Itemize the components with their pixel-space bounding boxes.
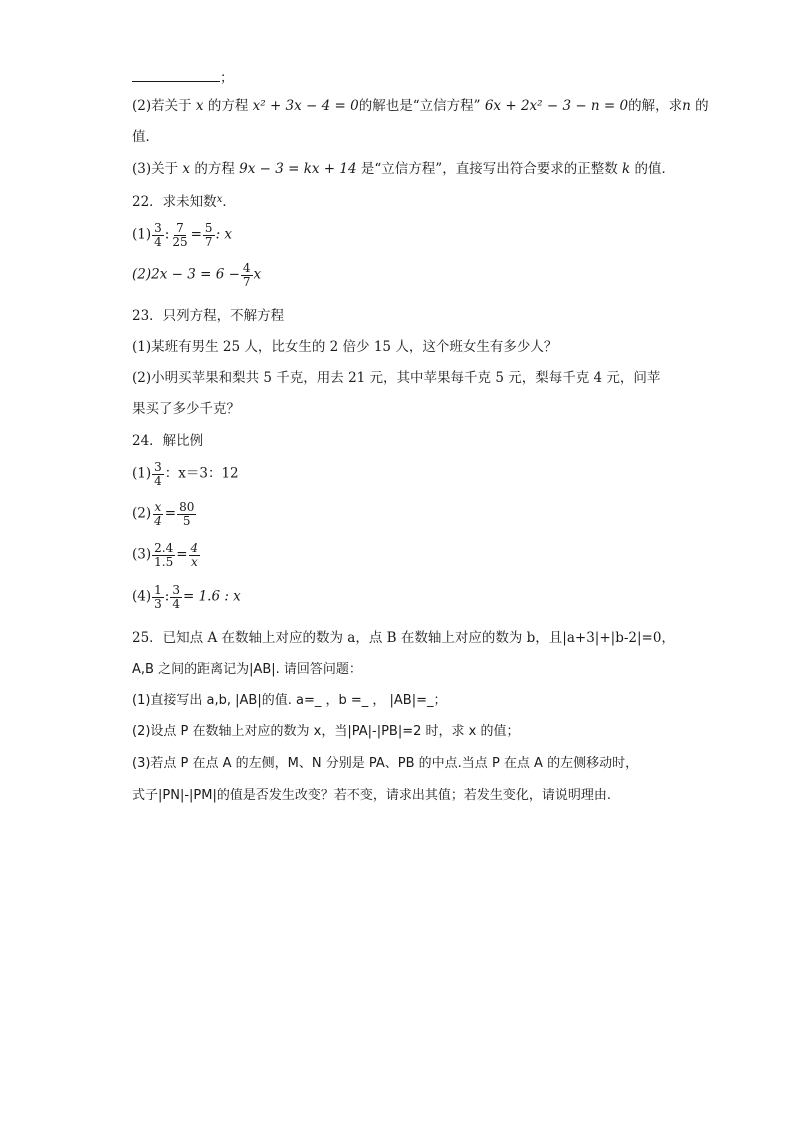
q21-part3: (3)关于 x 的方程 9x − 3 = kx + 14 是“立信方程”，直接写出符合要求的正整数 k 的值．	[132, 161, 675, 177]
fraction: $\frac{3}{4}$	[154, 460, 162, 488]
q24-part2: (2) $\frac{x}{4}$ = $\frac{80}{5}$	[132, 500, 195, 528]
q22-part1: (1) $\frac{3}{4}$ : $\frac{7}{25}$ = $\frac{5}{7}$ : x	[132, 221, 233, 249]
q22-part2: (2)2x − 3 = 6 − $\frac{4}{7}$ x	[132, 261, 262, 289]
fraction: $\frac{3}{4}$	[172, 583, 180, 611]
blank-tail: ；	[220, 70, 234, 86]
q25-part2: (2)设点 P 在数轴上对应的数为 x，当|PA|-|PB|=2 时，求 x 的值；	[132, 724, 520, 739]
q23-part2: (2)小明买苹果和梨共 5 千克，用去 21 元，其中苹果每千克 5 元，梨每千克 4 元，问苹	[132, 370, 661, 386]
q21-part2-cont: 值．	[132, 129, 159, 145]
q23-part2-cont: 果买了多少千克？	[132, 401, 240, 417]
q24-title: 24．解比例	[132, 433, 204, 449]
fraction: $\frac{7}{25}$	[172, 221, 188, 249]
q25-part1: (1)直接写出 a,b, |AB|的值. a=_ ，b =_ ， |AB|=_；	[132, 693, 447, 708]
fraction: $\frac{5}{7}$	[204, 221, 213, 249]
equation-1: x² + 3x − 4 = 0	[252, 98, 359, 114]
answer-blank-line	[132, 68, 234, 86]
q24-part3: (3) $\frac{2.4}{1.5}$ = $\frac{4}{x}$	[132, 541, 199, 569]
q24-part1: (1) $\frac{3}{4}$ ：x＝3：12	[132, 460, 239, 488]
fraction: $\frac{3}{4}$	[154, 221, 162, 249]
answer-blank	[132, 68, 220, 82]
equation-2: 6x + 2x² − 3 − n = 0	[484, 98, 629, 114]
q23-part1: (1)某班有男生 25 人，比女生的 2 倍少 15 人，这个班女生有多少人？	[132, 339, 558, 355]
q25-stem: 25．已知点 A 在数轴上对应的数为 a，点 B 在数轴上对应的数为 b，且|a+3|+|b-2|=0，	[132, 630, 675, 646]
q21-part2: (2)若关于 x 的方程 x² + 3x − 4 = 0的解也是“立信方程” 6x + 2x² − 3 − n = 0的解，求n 的	[132, 98, 709, 114]
fraction: $\frac{4}{7}$	[242, 261, 251, 289]
fraction: $\frac{x}{4}$	[154, 500, 162, 528]
equation-3: 9x − 3 = kx + 14	[239, 161, 357, 177]
fraction: $\frac{1}{3}$	[154, 583, 162, 611]
fraction: $\frac{2.4}{1.5}$	[154, 541, 174, 569]
q25-part3-cont: 式子|PN|-|PM|的值是否发生改变？若不变，请求出其值；若发生变化，请说明理由.	[132, 788, 611, 803]
fraction: $\frac{4}{x}$	[190, 541, 199, 569]
fraction: $\frac{80}{5}$	[179, 500, 195, 528]
q23-title: 23．只列方程，不解方程	[132, 308, 285, 324]
q25-stem-cont: A,B 之间的距离记为|AB|. 请回答问题：	[132, 662, 362, 677]
q24-part4: (4) $\frac{1}{3}$ : $\frac{3}{4}$ = 1.6 : x	[132, 583, 241, 611]
q25-part3: (3)若点 P 在点 A 的左侧，M、N 分别是 PA、PB 的中点.当点 P 在点 A 的左侧移动时，	[132, 756, 639, 771]
q22-title: 22．求未知数$^x$．	[132, 194, 236, 210]
